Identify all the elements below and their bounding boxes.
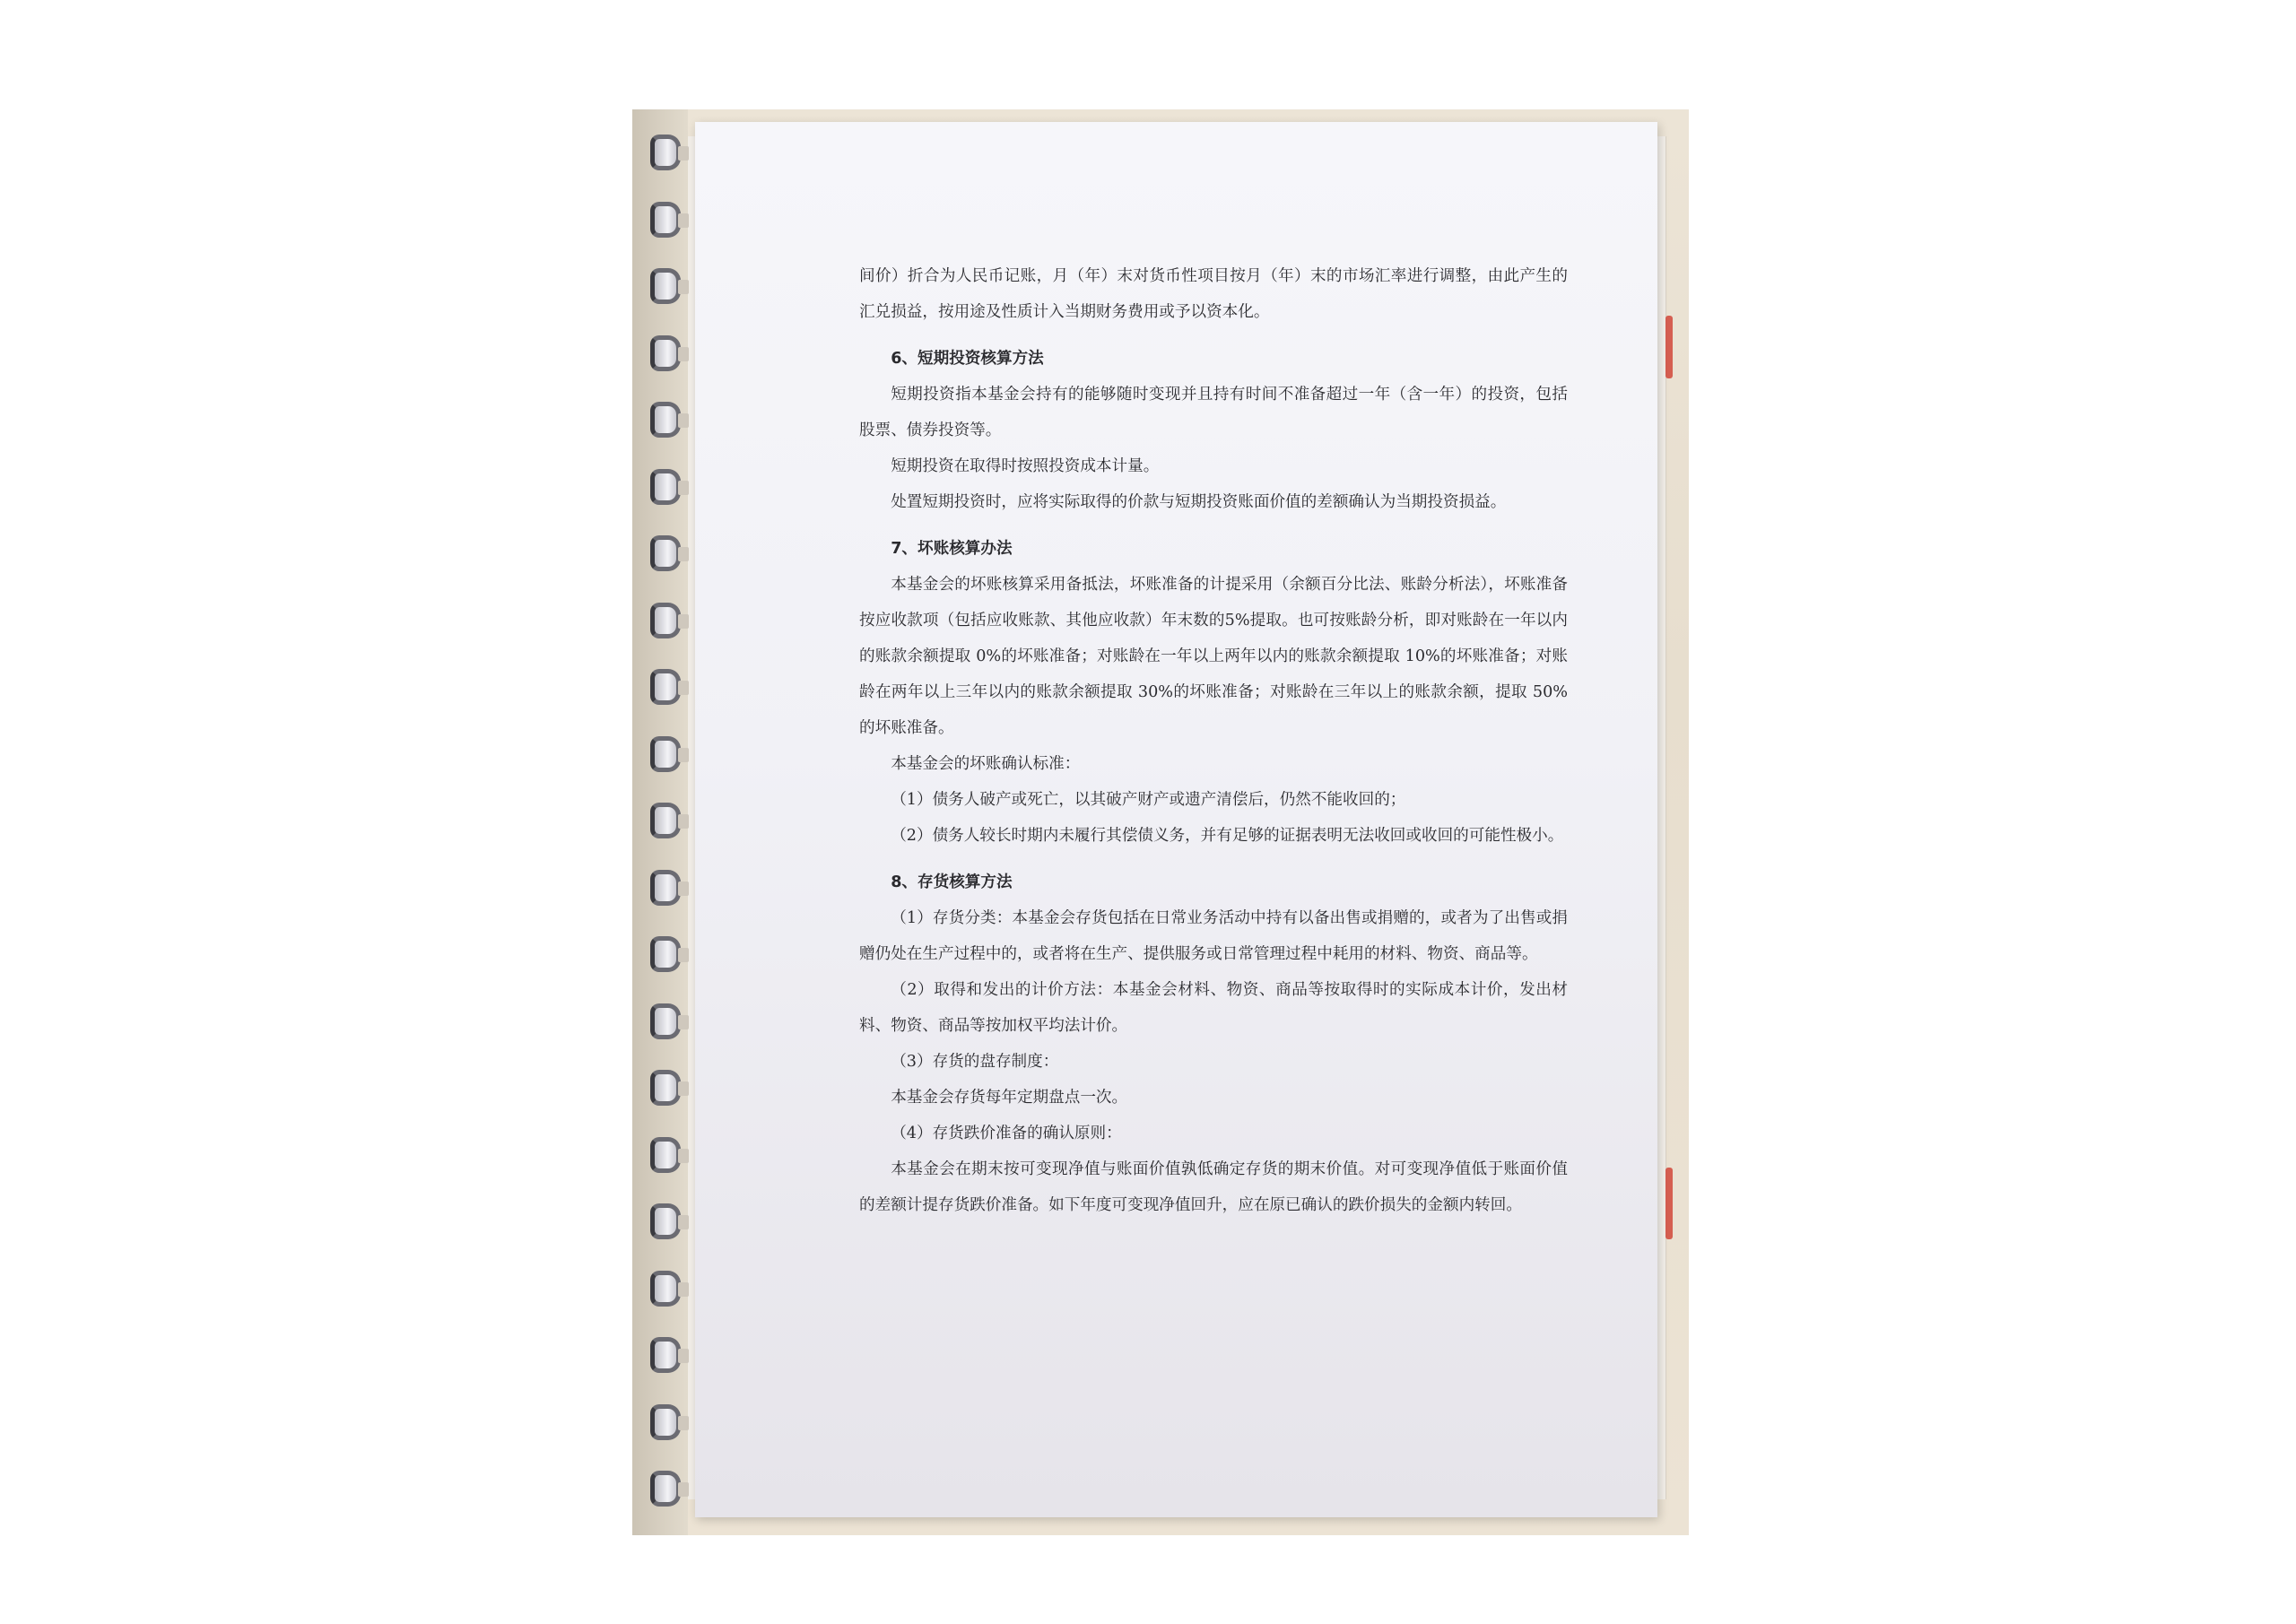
- binding-ring: [650, 736, 681, 772]
- paragraph: （1）存货分类：本基金会存货包括在日常业务活动中持有以备出售或捐赠的，或者为了出售或捐赠仍处在生产过程中的，或者将在生产、提供服务或日常管理过程中耗用的材料、物资、商品等。: [859, 909, 1568, 963]
- binding-ring: [650, 1137, 681, 1173]
- binding-ring: [650, 1203, 681, 1239]
- binding-ring: [650, 202, 681, 238]
- binding-ring: [650, 1070, 681, 1106]
- binding-ring: [650, 135, 681, 170]
- paragraph: 处置短期投资时，应将实际取得的价款与短期投资账面价值的差额确认为当期投资损益。: [891, 493, 1507, 511]
- binding-ring: [650, 1271, 681, 1307]
- red-stamp-fragment: [1665, 316, 1673, 378]
- paragraph: 本基金会在期末按可变现净值与账面价值孰低确定存货的期末价值。对可变现净值低于账面价值的差额计提存货跌价准备。如下年度可变现净值回升，应在原已确认的跌价损失的金额内转回。: [859, 1160, 1568, 1214]
- red-stamp-fragment: [1665, 1168, 1673, 1239]
- paragraph: （4）存货跌价准备的确认原则：: [891, 1125, 1122, 1142]
- binding-ring: [650, 1404, 681, 1440]
- section-heading: 8、存货核算方法: [891, 873, 1013, 891]
- section-heading: 7、坏账核算办法: [891, 540, 1013, 558]
- paragraph: 间价）折合为人民币记账，月（年）末对货币性项目按月（年）末的市场汇率进行调整，由此产生的汇兑损益，按用途及性质计入当期财务费用或予以资本化。: [859, 267, 1568, 321]
- paragraph: （1）债务人破产或死亡，以其破产财产或遗产清偿后，仍然不能收回的；: [891, 791, 1406, 809]
- binding-ring: [650, 535, 681, 571]
- binding-ring: [650, 603, 681, 638]
- binding-ring: [650, 936, 681, 972]
- binding-ring: [650, 268, 681, 304]
- binding-ring: [650, 870, 681, 906]
- paragraph: 短期投资指本基金会持有的能够随时变现并且持有时间不准备超过一年（含一年）的投资，包括股票、债券投资等。: [859, 386, 1568, 439]
- binding-ring: [650, 1471, 681, 1507]
- binding-ring: [650, 469, 681, 505]
- binding-ring: [650, 1337, 681, 1373]
- paragraph: 本基金会的坏账核算采用备抵法，坏账准备的计提采用（余额百分比法、账龄分析法），坏账准备按应收款项（包括应收账款、其他应收款）年末数的5%提取。也可按账龄分析，即对账龄在一年以内的账款余额提取 0%的坏账准备；对账龄在一年以上两年以内的账款余额提取 10%的坏账准备；对账龄在两年以上三年以内的账款余额提取 30%的坏账准备；对账龄在三年以上的账款余额，提取 50%的坏账准备。: [859, 576, 1568, 737]
- binding-ring: [650, 803, 681, 838]
- binding-ring: [650, 402, 681, 438]
- document-page: [695, 122, 1657, 1517]
- binding-ring: [650, 335, 681, 371]
- paragraph: （3）存货的盘存制度：: [891, 1053, 1059, 1071]
- paragraph: （2）债务人较长时期内未履行其偿债义务，并有足够的证据表明无法收回或收回的可能性极小。: [891, 827, 1564, 845]
- document-photo: [632, 109, 1689, 1535]
- paragraph: 本基金会存货每年定期盘点一次。: [891, 1089, 1128, 1107]
- paragraph: 本基金会的坏账确认标准：: [891, 755, 1081, 773]
- binding-ring: [650, 669, 681, 705]
- paragraph: 短期投资在取得时按照投资成本计量。: [891, 457, 1160, 475]
- section-heading: 6、短期投资核算方法: [891, 350, 1044, 368]
- binding-ring: [650, 1003, 681, 1039]
- paragraph: （2）取得和发出的计价方法：本基金会材料、物资、商品等按取得时的实际成本计价，发出材料、物资、商品等按加权平均法计价。: [859, 981, 1568, 1035]
- page-body: [859, 258, 1568, 1223]
